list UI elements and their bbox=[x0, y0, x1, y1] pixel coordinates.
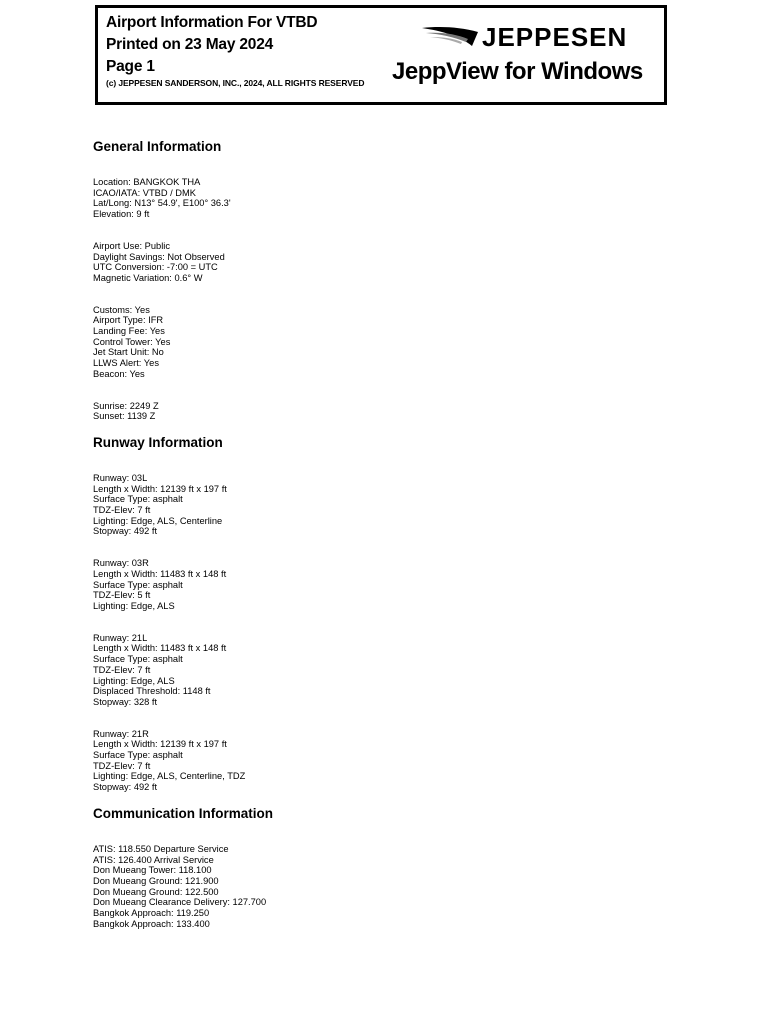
logo-wordmark: JEPPESEN bbox=[482, 22, 628, 52]
info-line: Sunset: 1139 Z bbox=[93, 411, 156, 422]
header-title: Airport Information For VTBD bbox=[106, 14, 318, 31]
info-line: Bangkok Approach: 133.400 bbox=[93, 918, 210, 929]
info-block bbox=[93, 558, 693, 612]
info-line: Location: BANGKOK THA bbox=[93, 177, 201, 187]
print-header bbox=[95, 5, 667, 105]
info-line: Length x Width: 12139 ft x 197 ft bbox=[93, 483, 227, 494]
info-block bbox=[93, 473, 693, 537]
info-line: Don Mueang Ground: 121.900 bbox=[93, 875, 219, 886]
info-line: Sunrise: 2249 Z bbox=[93, 400, 159, 411]
info-line: Elevation: 9 ft bbox=[93, 209, 150, 220]
info-line: Don Mueang Clearance Delivery: 127.700 bbox=[93, 897, 267, 908]
general-section bbox=[93, 138, 693, 422]
info-line: UTC Conversion: -7:00 = UTC bbox=[93, 262, 218, 273]
page-number: Page 1 bbox=[106, 58, 155, 75]
info-line: Lighting: Edge, ALS, Centerline, TDZ bbox=[93, 771, 246, 782]
info-block bbox=[93, 241, 693, 284]
info-line: Runway: 03L bbox=[93, 472, 148, 483]
communication-section bbox=[93, 793, 693, 930]
info-line: Surface Type: asphalt bbox=[93, 579, 183, 590]
info-line: Surface Type: asphalt bbox=[93, 494, 183, 505]
info-line: ATIS: 118.550 Departure Service bbox=[93, 843, 229, 854]
info-line: Customs: Yes bbox=[93, 304, 150, 315]
info-line: Stopway: 492 ft bbox=[93, 782, 158, 793]
info-line: TDZ-Elev: 7 ft bbox=[93, 505, 151, 516]
info-line: Daylight Savings: Not Observed bbox=[93, 251, 225, 262]
info-line: LLWS Alert: Yes bbox=[93, 358, 159, 369]
info-line: Beacon: Yes bbox=[93, 368, 145, 379]
info-line: Surface Type: asphalt bbox=[93, 750, 183, 761]
info-line: Displaced Threshold: 1148 ft bbox=[93, 686, 211, 697]
document-body bbox=[93, 138, 693, 929]
info-line: Airport Type: IFR bbox=[93, 315, 164, 326]
info-line: Lighting: Edge, ALS bbox=[93, 675, 175, 686]
info-block bbox=[93, 401, 693, 422]
copyright-notice: (c) JEPPESEN SANDERSON, INC., 2024, ALL RIGHTS RESERVED bbox=[106, 78, 365, 88]
info-line: Runway: 21L bbox=[93, 632, 148, 643]
info-line: Length x Width: 12139 ft x 197 ft bbox=[93, 739, 227, 750]
info-block bbox=[93, 729, 693, 793]
info-line: Stopway: 328 ft bbox=[93, 696, 158, 707]
info-line: Length x Width: 11483 ft x 148 ft bbox=[93, 643, 227, 654]
info-line: Jet Start Unit: No bbox=[93, 347, 164, 358]
info-line: TDZ-Elev: 7 ft bbox=[93, 760, 151, 771]
info-line: Length x Width: 11483 ft x 148 ft bbox=[93, 568, 227, 579]
info-line: Lighting: Edge, ALS bbox=[93, 600, 175, 611]
info-line: Don Mueang Ground: 122.500 bbox=[93, 886, 219, 897]
jeppesen-logo bbox=[420, 22, 652, 52]
info-block bbox=[93, 177, 693, 220]
info-line: Landing Fee: Yes bbox=[93, 326, 165, 337]
info-line: ICAO/IATA: VTBD / DMK bbox=[93, 187, 196, 198]
print-date: Printed on 23 May 2024 bbox=[106, 36, 274, 53]
info-line: Runway: 21R bbox=[93, 728, 149, 739]
runway-section bbox=[93, 422, 693, 793]
section-title: Communication Information bbox=[93, 805, 273, 821]
info-line: Bangkok Approach: 119.250 bbox=[93, 908, 210, 919]
info-line: Control Tower: Yes bbox=[93, 336, 171, 347]
info-line: Airport Use: Public bbox=[93, 240, 170, 251]
info-line: Surface Type: asphalt bbox=[93, 654, 183, 665]
swoosh-icon bbox=[420, 24, 482, 50]
info-line: TDZ-Elev: 5 ft bbox=[93, 590, 151, 601]
info-line: Lighting: Edge, ALS, Centerline bbox=[93, 515, 223, 526]
info-line: Magnetic Variation: 0.6° W bbox=[93, 272, 203, 283]
info-line: Runway: 03R bbox=[93, 558, 149, 569]
info-line: ATIS: 126.400 Arrival Service bbox=[93, 854, 214, 865]
info-line: Stopway: 492 ft bbox=[93, 526, 158, 537]
product-name: JeppView for Windows bbox=[392, 58, 643, 85]
section-title: Runway Information bbox=[93, 434, 223, 450]
section-title: General Information bbox=[93, 139, 222, 154]
info-block bbox=[93, 305, 693, 380]
info-block bbox=[93, 844, 693, 930]
info-line: Lat/Long: N13° 54.9', E100° 36.3' bbox=[93, 198, 231, 209]
info-block bbox=[93, 633, 693, 708]
info-line: TDZ-Elev: 7 ft bbox=[93, 664, 151, 675]
info-line: Don Mueang Tower: 118.100 bbox=[93, 865, 212, 876]
